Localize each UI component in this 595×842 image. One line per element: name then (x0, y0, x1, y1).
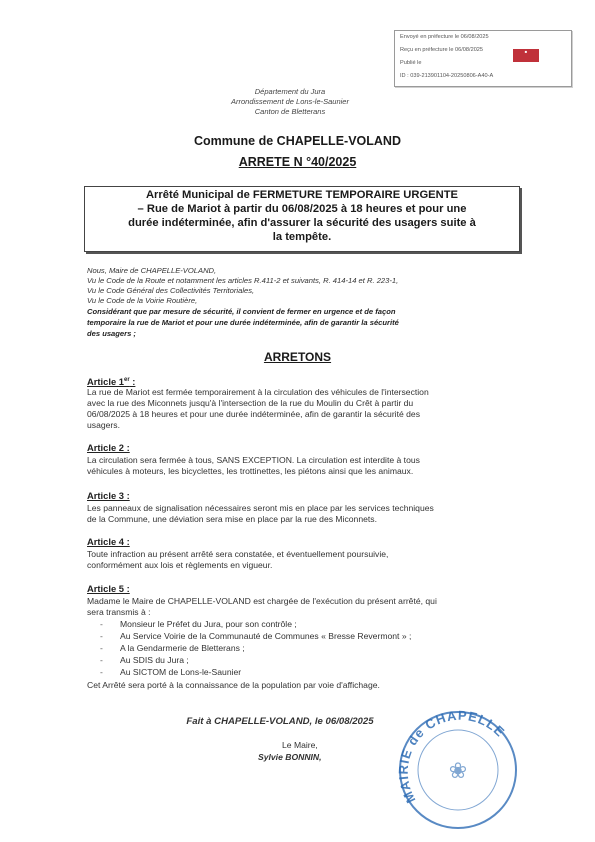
decree-title-line: – Rue de Mariot à partir du 06/08/2025 à 18 heures et pour une (137, 203, 467, 215)
department-label: Département du Jura (254, 87, 326, 96)
article-1-line: usagers. (87, 420, 120, 430)
canton-label: Canton de Bletterans (254, 107, 326, 116)
arrondissement-label: Arrondissement de Lons-le-Saunier (231, 97, 349, 106)
article-5-closing: Cet Arrêté sera porté à la connaissance de la population par voie d'affichage. (87, 680, 380, 690)
article-3-line: de la Commune, une déviation sera mise en place par la rue des Miconnets. (87, 514, 377, 524)
commune-title: Commune de CHAPELLE-VOLAND (194, 134, 401, 148)
svg-text:❀: ❀ (448, 758, 468, 783)
preamble-line: Vu le Code de la Voirie Routière, (87, 296, 198, 305)
recipient-item: A la Gendarmerie de Bletterans ; (120, 643, 245, 653)
recipient-item: Au SDIS du Jura ; (120, 655, 189, 665)
article-5-line: Madame le Maire de CHAPELLE-VOLAND est chargée de l'exécution du présent arrêté, qui (87, 596, 437, 606)
bullet-dash: - (100, 619, 103, 629)
recipient-item: Au Service Voirie de la Communauté de Communes « Bresse Revermont » ; (120, 631, 412, 641)
bullet-dash: - (100, 667, 103, 677)
arrete-number: ARRETE N °40/2025 (238, 155, 357, 169)
decree-title-line: durée indéterminée, afin d'assurer la sécurité des usagers suite à (128, 217, 476, 229)
article-2-line: La circulation sera fermée à tous, SANS EXCEPTION. La circulation est interdite à tous (87, 455, 420, 465)
preamble-line: Vu le Code Général des Collectivités Territoriales, (87, 286, 255, 295)
considering-line: Considérant que par mesure de sécurité, il convient de fermer en urgence et de façon (87, 307, 396, 316)
recipient-item: Au SICTOM de Lons-le-Saunier (120, 667, 242, 677)
article-3-title: Article 3 : (87, 490, 130, 501)
stamp-sent-line: Envoyé en préfecture le 06/08/2025 (400, 34, 489, 40)
article-5-title: Article 5 : (87, 583, 130, 594)
article-2-title: Article 2 : (87, 442, 130, 453)
stamp-logo-icon: ■ (513, 49, 539, 62)
article-1-line: avec la rue des Miconnets jusqu'à l'intersection de la rue du Moulin du Crêt à partir du (87, 398, 414, 408)
mayor-label: Le Maire, (282, 740, 318, 750)
considering-line: des usagers ; (87, 329, 136, 338)
preamble-line: Vu le Code de la Route et notamment les articles R.411-2 et suivants, R. 414-14 et R. 223-1, (87, 276, 399, 285)
stamp-received-line: Reçu en préfecture le 06/08/2025 (400, 47, 484, 53)
article-4-line: conformément aux lois et règlements en vigueur. (87, 560, 273, 570)
prefecture-stamp (394, 30, 572, 87)
mayor-name: Sylvie BONNIN, (258, 752, 322, 762)
stamp-published-line: Publié le (400, 60, 422, 66)
article-1-line: 06/08/2025 à 18 heures et pour une durée indéterminée, afin de garantir la sécurité des (87, 409, 420, 419)
article-4-title: Article 4 : (87, 536, 130, 547)
article-2-line: véhicules à moteurs, les bicyclettes, les trottinettes, les piétons ainsi que les animaux. (87, 466, 414, 476)
article-3-line: Les panneaux de signalisation nécessaires seront mis en place par les services techniques (87, 503, 434, 513)
mairie-seal-icon (392, 704, 524, 836)
article-1-title: Article 1er : (87, 376, 136, 387)
recipient-item: Monsieur le Préfet du Jura, pour son contrôle ; (120, 619, 297, 629)
decree-title-line: Arrêté Municipal de FERMETURE TEMPORAIRE URGENTE (145, 189, 459, 201)
bullet-dash: - (100, 643, 103, 653)
preamble-line: Nous, Maire de CHAPELLE-VOLAND, (87, 266, 217, 275)
article-1-line: La rue de Mariot est fermée temporairement à la circulation des véhicules de l'intersection (87, 387, 429, 397)
considering-line: temporaire la rue de Mariot et pour une durée indéterminée, afin de garantir la sécurité (87, 318, 399, 327)
decree-title-line: la tempête. (272, 231, 332, 243)
stamp-id-line: ID : 039-213901104-20250806-A40-A (400, 73, 494, 79)
article-4-line: Toute infraction au présent arrêté sera constatée, et éventuellement poursuivie, (87, 549, 389, 559)
decree-title-box (84, 186, 520, 252)
bullet-dash: - (100, 631, 103, 641)
place-date-line: Fait à CHAPELLE-VOLAND, le 06/08/2025 (186, 716, 374, 727)
svg-text:MAIRIE de CHAPELLE: MAIRIE de CHAPELLE (395, 707, 509, 806)
article-5-line: sera transmis à : (87, 607, 151, 617)
arretons-heading: ARRETONS (263, 350, 332, 364)
bullet-dash: - (100, 655, 103, 665)
